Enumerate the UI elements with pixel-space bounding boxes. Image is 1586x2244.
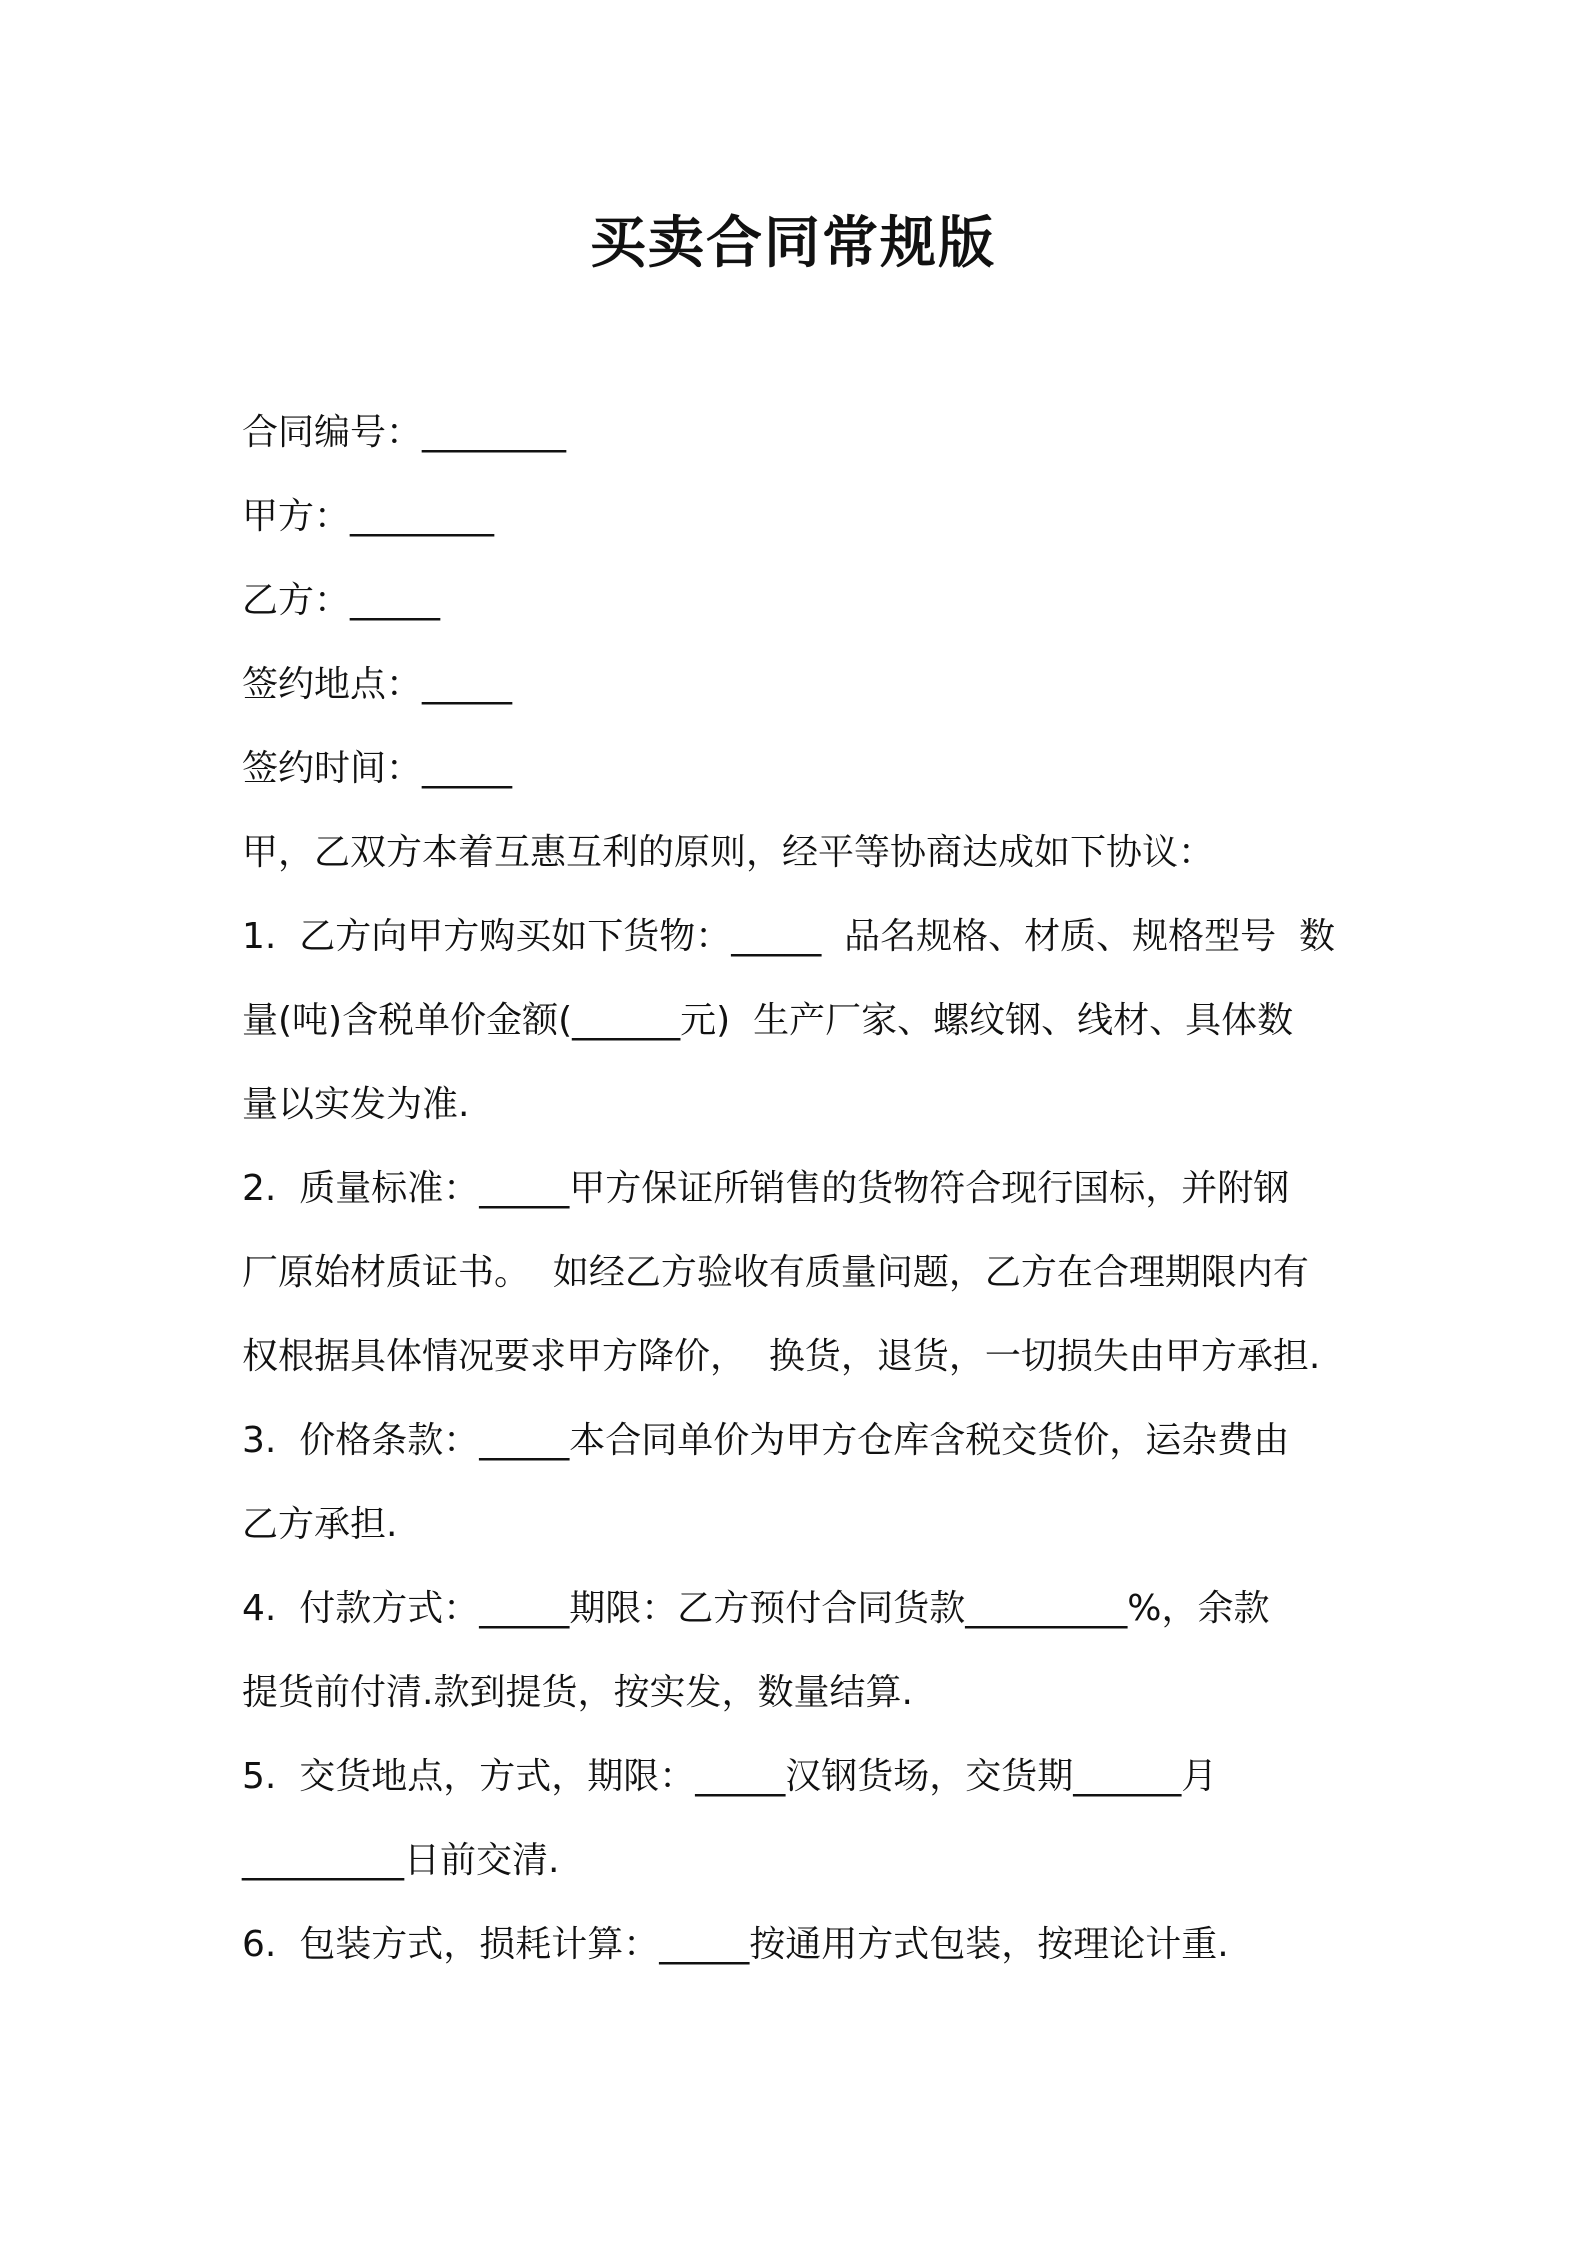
clause-1-line-3: 量以实发为准. [242, 1084, 470, 1125]
clause-1-line-1: 1. 乙方向甲方购买如下货物：_____ 品名规格、材质、规格型号 数 [242, 916, 1336, 957]
clause-4-line-1: 4. 付款方式：_____期限：乙方预付合同货款_________%，余款 [242, 1588, 1270, 1629]
document-title: 买卖合同常规版 [590, 211, 996, 276]
clause-6-line-1: 6. 包装方式，损耗计算：_____按通用方式包装，按理论计重. [242, 1924, 1229, 1965]
clause-5-line-1: 5. 交货地点，方式，期限：_____汉钢货场，交货期______月 [242, 1756, 1218, 1797]
clause-3-line-1: 3. 价格条款：_____本合同单价为甲方仓库含税交货价，运杂费由 [242, 1420, 1290, 1461]
clause-1-line-2: 量(吨)含税单价金额(______元) 生产厂家、螺纹钢、线材、具体数 [242, 1000, 1294, 1041]
clause-4-line-2: 提货前付清.款到提货，按实发，数量结算. [242, 1672, 913, 1713]
field-party-b: 乙方：_____ [242, 580, 441, 621]
clause-5-line-2: _________日前交清. [242, 1840, 560, 1881]
field-party-a: 甲方：________ [242, 496, 495, 537]
intro-paragraph: 甲，乙双方本着互惠互利的原则，经平等协商达成如下协议： [242, 832, 1215, 873]
clause-2-line-2: 厂原始材质证书。 如经乙方验收有质量问题，乙方在合理期限内有 [242, 1252, 1309, 1293]
clause-2-line-1: 2. 质量标准：_____甲方保证所销售的货物符合现行国标，并附钢 [242, 1168, 1290, 1209]
field-signing-place: 签约地点：_____ [242, 664, 513, 705]
field-contract-number: 合同编号：________ [242, 412, 567, 453]
clause-3-line-2: 乙方承担. [242, 1504, 398, 1545]
field-signing-time: 签约时间：_____ [242, 748, 513, 789]
clause-2-line-3: 权根据具体情况要求甲方降价， 换货，退货，一切损失由甲方承担. [242, 1336, 1321, 1377]
